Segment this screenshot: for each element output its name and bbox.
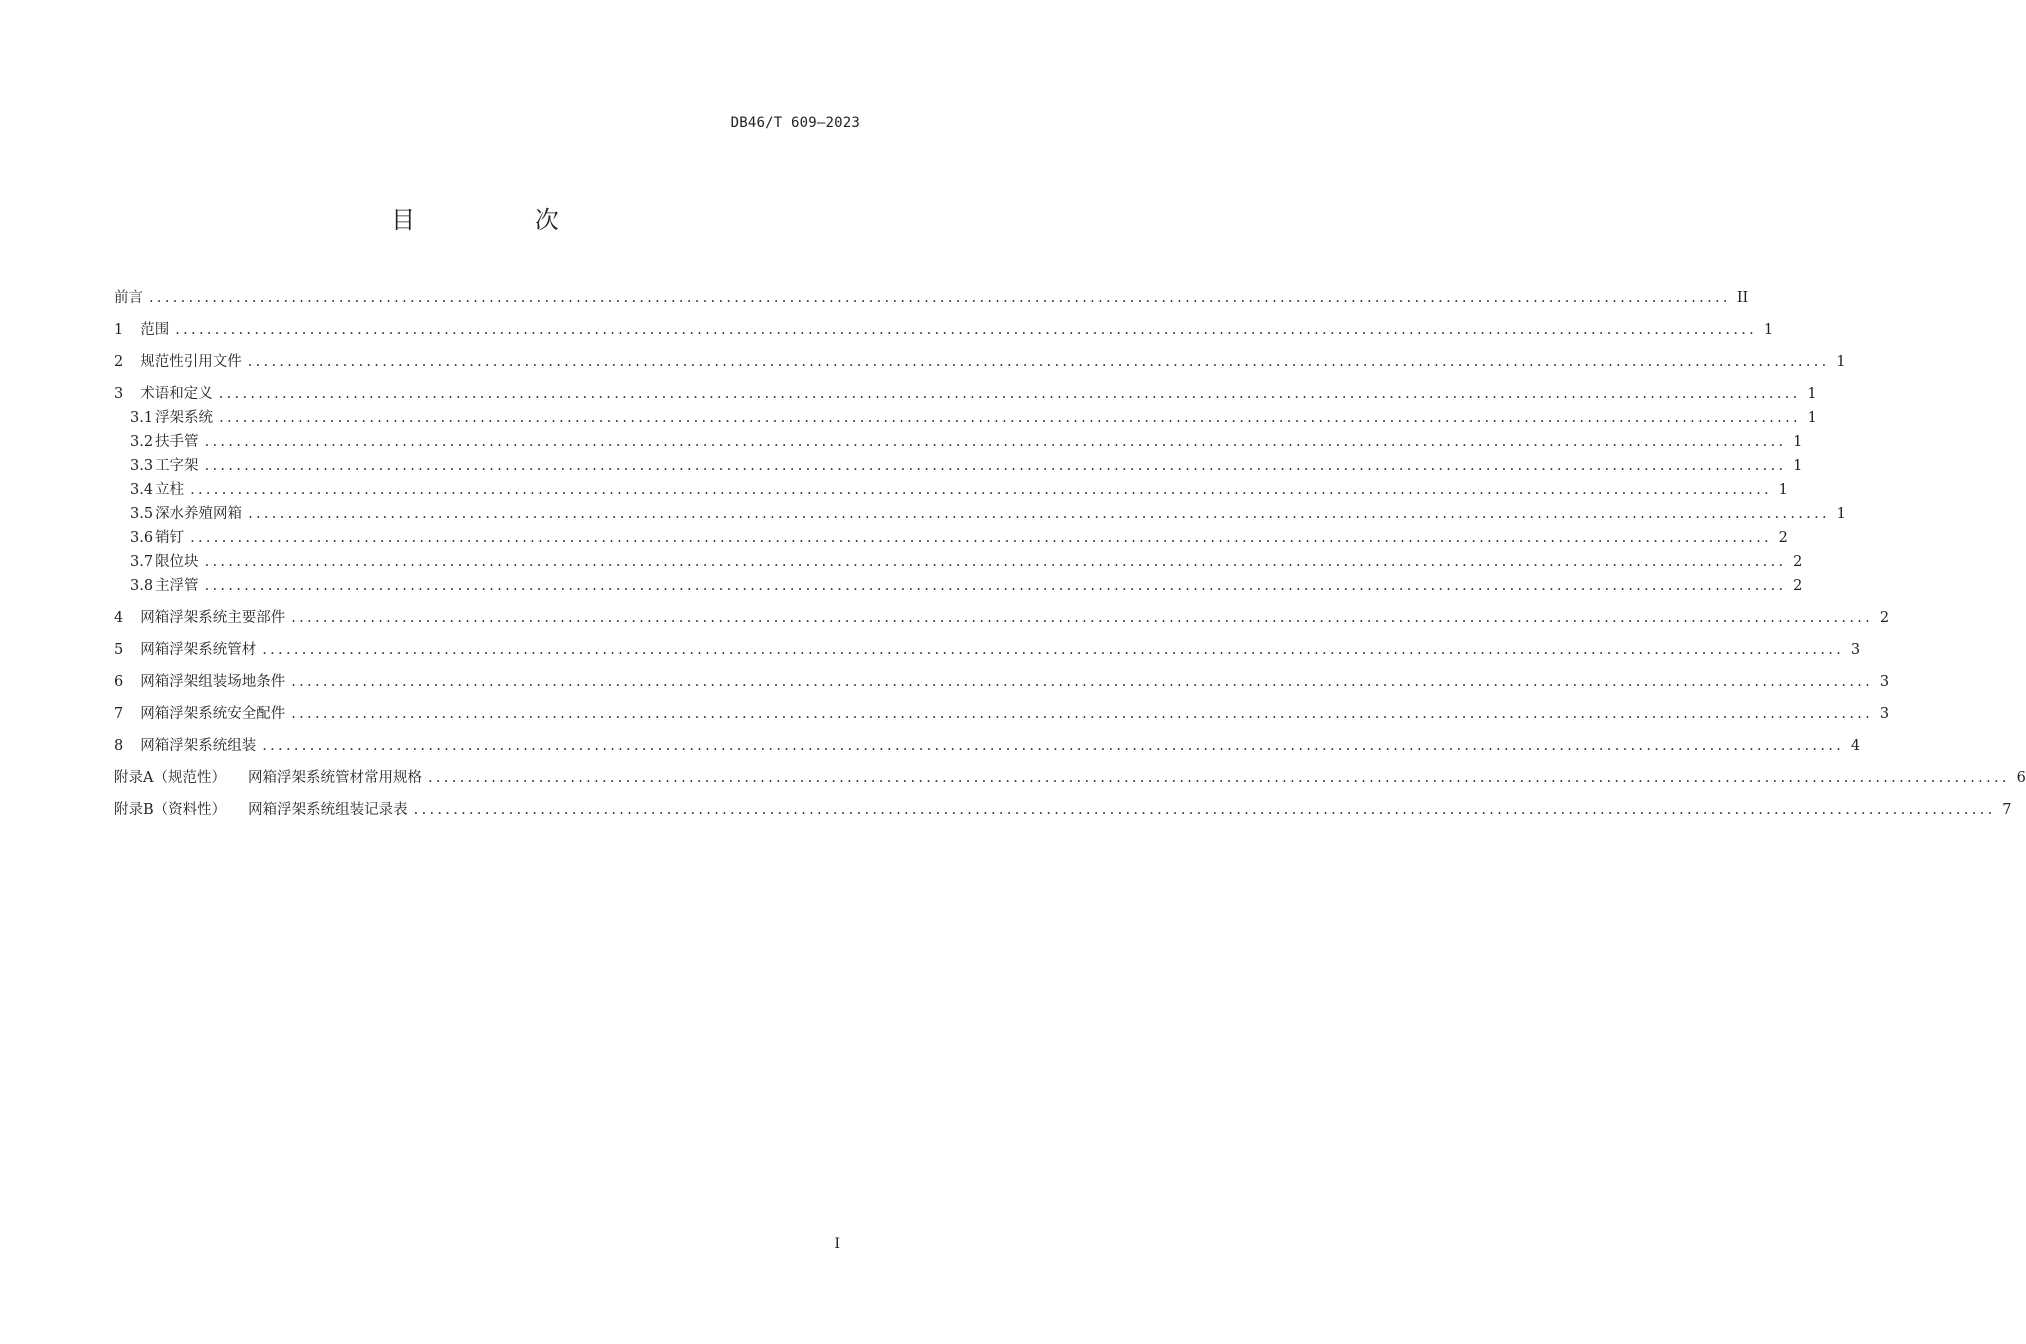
toc-dot-leader: ........................................................................................................................................................................................................ <box>204 458 1787 474</box>
toc-entry[interactable] <box>114 552 1803 572</box>
toc-entry-page: 1 <box>1763 322 1774 338</box>
toc-dot-leader: ........................................................................................................................................................................................................ <box>427 770 2010 786</box>
toc-entry-page: 1 <box>1836 506 1846 522</box>
toc-entry-page: 2 <box>1793 554 1803 570</box>
toc-entry-page: 4 <box>1850 738 1861 754</box>
toc-entry-number: 3.6 <box>130 530 154 546</box>
toc-entry[interactable] <box>114 288 1749 308</box>
toc-entry-number: 附录A（规范性） <box>114 770 226 786</box>
toc-entry-label: 规范性引用文件 <box>140 354 242 370</box>
toc-entry-number: 6 <box>114 674 124 690</box>
toc-entry[interactable] <box>114 432 1803 452</box>
toc-dot-leader: ........................................................................................................................................................................................................ <box>413 802 1996 818</box>
toc-entry[interactable] <box>114 528 1788 548</box>
toc-entry-label: 扶手管 <box>155 434 199 450</box>
toc-entry[interactable] <box>114 704 1890 724</box>
toc-entry-number: 3.2 <box>130 434 154 450</box>
toc-dot-leader: ........................................................................................................................................................................................................ <box>248 506 1830 522</box>
toc-entry-label: 网箱浮架系统主要部件 <box>140 610 286 626</box>
toc-entry-page: 1 <box>1836 354 1846 370</box>
toc-entry-number: 3.4 <box>130 482 154 498</box>
toc-dot-leader: ........................................................................................................................................................................................................ <box>204 578 1787 594</box>
toc-dot-leader: ........................................................................................................................................................................................................ <box>204 554 1787 570</box>
toc-dot-leader: ........................................................................................................................................................................................................ <box>218 386 1801 402</box>
toc-entry-label: 术语和定义 <box>140 386 213 402</box>
page-number: I <box>834 1236 840 1252</box>
toc-entry-number: 3.7 <box>130 554 154 570</box>
toc-entry-number: 5 <box>114 642 124 658</box>
toc-entry-label: 限位块 <box>155 554 199 570</box>
toc-entry-label: 工字架 <box>155 458 199 474</box>
toc-entry-label: 销钉 <box>155 530 185 546</box>
toc-entry[interactable] <box>114 408 1817 428</box>
toc-entry-label: 网箱浮架系统安全配件 <box>140 706 286 722</box>
toc-dot-leader: ........................................................................................................................................................................................................ <box>291 674 1874 690</box>
toc-entry-label: 网箱浮架系统管材常用规格 <box>247 770 422 786</box>
toc-dot-leader: ........................................................................................................................................................................................................ <box>291 610 1874 626</box>
toc-entry-label: 范围 <box>140 322 170 338</box>
toc-entry-label: 网箱浮架系统组装记录表 <box>248 802 408 818</box>
toc-dot-leader: ........................................................................................................................................................................................................ <box>175 322 1758 338</box>
toc-entry-page: 1 <box>1807 386 1817 402</box>
toc-entry[interactable] <box>114 456 1803 476</box>
toc-dot-leader: ........................................................................................................................................................................................................ <box>149 290 1731 306</box>
toc-entry-number: 8 <box>114 738 124 754</box>
toc-entry[interactable] <box>114 384 1817 404</box>
toc-entry-page: 2 <box>1879 610 1890 626</box>
toc-entry-number: 3 <box>114 386 124 402</box>
toc-entry-page: 3 <box>1850 642 1861 658</box>
toc-entry[interactable] <box>114 576 1803 596</box>
toc-entry[interactable] <box>114 800 2012 820</box>
toc-entry-label: 网箱浮架组装场地条件 <box>140 674 286 690</box>
toc-dot-leader: ........................................................................................................................................................................................................ <box>190 530 1772 546</box>
toc-entry-page: 1 <box>1793 458 1803 474</box>
toc-entry[interactable] <box>114 504 1846 524</box>
toc-entry-page: II <box>1736 290 1749 306</box>
toc-title: 目 次 <box>391 206 615 234</box>
toc-entry[interactable] <box>114 768 2026 788</box>
toc-entry-number: 3.1 <box>130 410 154 426</box>
toc-entry-label: 浮架系统 <box>155 410 214 426</box>
toc-entry-number: 附录B（资料性） <box>114 802 227 818</box>
toc-entry[interactable] <box>114 352 1846 372</box>
toc-entry-page: 1 <box>1807 410 1817 426</box>
toc-entry-label: 立柱 <box>155 482 185 498</box>
toc-entry[interactable] <box>114 608 1890 628</box>
toc-entry-number: 2 <box>114 354 124 370</box>
toc-entry-number: 3.5 <box>130 506 154 522</box>
toc-entry-page: 6 <box>2016 770 2026 786</box>
toc-dot-leader: ........................................................................................................................................................................................................ <box>190 482 1772 498</box>
toc-entry-label: 主浮管 <box>155 578 199 594</box>
toc-entry-page: 2 <box>1778 530 1788 546</box>
document-number: DB46/T 609—2023 <box>730 115 860 131</box>
toc-dot-leader: ........................................................................................................................................................................................................ <box>219 410 1801 426</box>
toc-entry-number: 4 <box>114 610 124 626</box>
toc-entry-number: 1 <box>114 322 124 338</box>
toc-entry[interactable] <box>114 320 1774 340</box>
toc-entry-number: 7 <box>114 706 124 722</box>
toc-dot-leader: ........................................................................................................................................................................................................ <box>291 706 1874 722</box>
toc-entry-label: 前言 <box>114 290 143 306</box>
toc-entry-page: 2 <box>1793 578 1803 594</box>
toc-dot-leader: ........................................................................................................................................................................................................ <box>262 738 1845 754</box>
toc-entry-label: 网箱浮架系统组装 <box>140 738 257 754</box>
toc-entry[interactable] <box>114 736 1861 756</box>
toc-entry[interactable] <box>114 672 1890 692</box>
toc-entry[interactable] <box>114 640 1861 660</box>
toc-dot-leader: ........................................................................................................................................................................................................ <box>247 354 1830 370</box>
table-of-contents <box>114 288 2026 820</box>
toc-entry-number: 3.8 <box>130 578 154 594</box>
toc-dot-leader: ........................................................................................................................................................................................................ <box>204 434 1787 450</box>
toc-entry-number: 3.3 <box>130 458 154 474</box>
toc-entry-page: 7 <box>2002 802 2012 818</box>
toc-entry-label: 深水养殖网箱 <box>155 506 243 522</box>
toc-entry-page: 3 <box>1879 706 1890 722</box>
toc-entry[interactable] <box>114 480 1788 500</box>
toc-entry-label: 网箱浮架系统管材 <box>140 642 257 658</box>
toc-dot-leader: ........................................................................................................................................................................................................ <box>262 642 1845 658</box>
toc-entry-page: 3 <box>1879 674 1890 690</box>
toc-entry-page: 1 <box>1778 482 1788 498</box>
toc-entry-page: 1 <box>1793 434 1803 450</box>
